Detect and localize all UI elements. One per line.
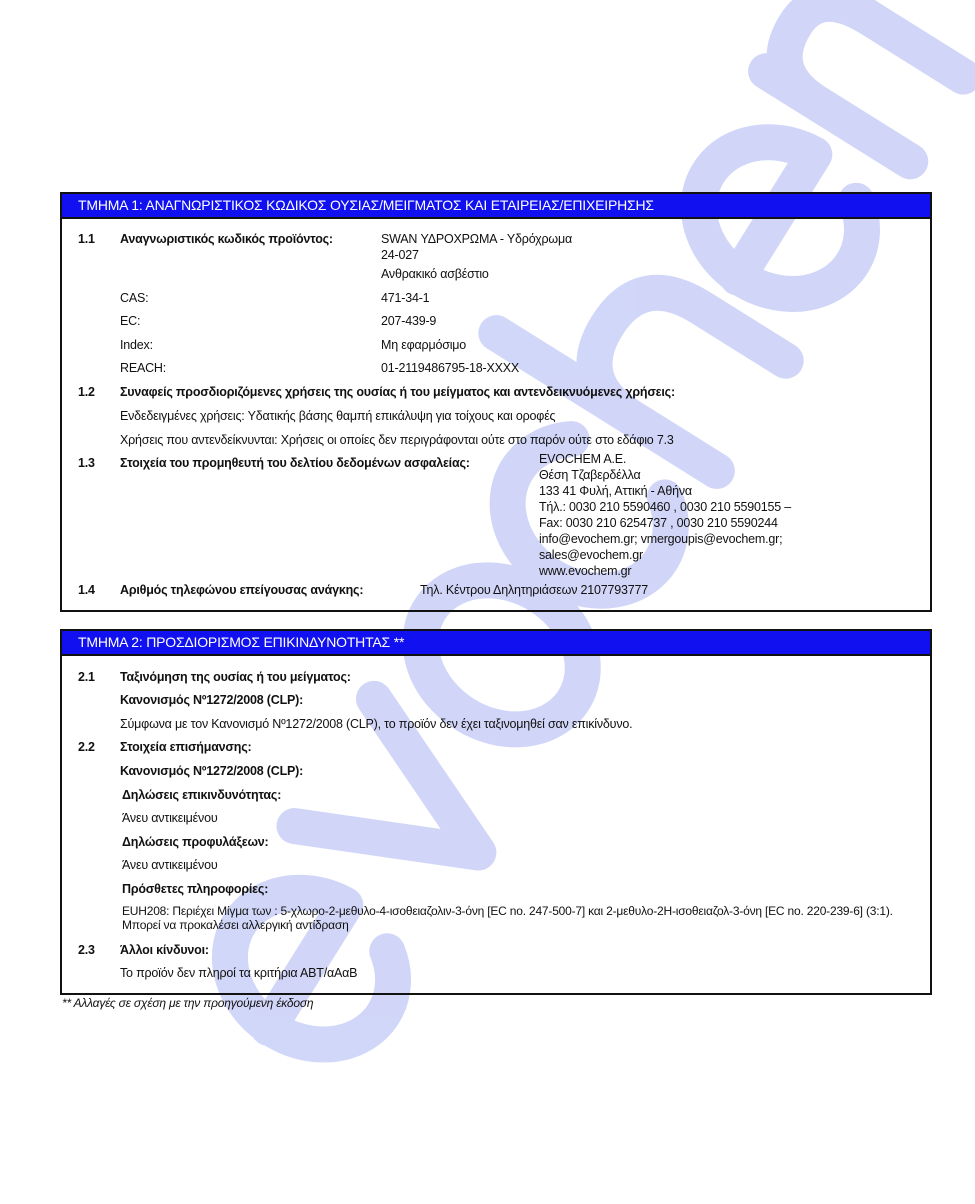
watermark-letter-m	[766, 0, 975, 161]
index-value: Μη εφαρμόσιμο	[381, 338, 467, 352]
other-hazards-label: Άλλοι κίνδυνοι:	[120, 943, 209, 957]
supplier-line: EVOCHEM A.E.	[539, 452, 627, 466]
additional-info-block	[122, 904, 912, 932]
hazard-statements-value: Άνευ αντικειμένου	[122, 811, 218, 825]
section-number: 1.2	[78, 385, 95, 399]
product-code: 24-027	[381, 248, 419, 262]
supplier-email: sales@evochem.gr	[539, 548, 643, 562]
section-1	[60, 192, 932, 612]
supplier-line: Θέση Τζαβερδέλλα	[539, 468, 641, 482]
product-name: SWAN ΥΔΡΟΧΡΩΜΑ - Υδρόχρωμα	[381, 232, 572, 246]
ec-value: 207-439-9	[381, 314, 437, 328]
contraindicated-uses: Χρήσεις που αντενδείκνυνται: Χρήσεις οι οποίες δεν περιγράφονται ούτε στο παρόν ούτε στο εδάφιο 7.3	[120, 433, 674, 447]
ec-label: EC:	[120, 314, 141, 328]
precautionary-statements-value: Άνευ αντικειμένου	[122, 858, 218, 872]
classification-text: Σύμφωνα με τον Κανονισμό Nº1272/2008 (CLP), το προϊόν δεν έχει ταξινομηθεί σαν επικίνδυνο.	[120, 717, 633, 731]
additional-info-label: Πρόσθετες πληροφορίες:	[122, 882, 269, 896]
classification-label: Ταξινόμηση της ουσίας ή του μείγματος:	[120, 670, 351, 684]
section-number: 1.4	[78, 583, 95, 597]
cas-value: 471-34-1	[381, 291, 430, 305]
regulation-label: Κανονισμός Nº1272/2008 (CLP):	[120, 693, 304, 707]
supplier-line: 133 41 Φυλή, Αττική - Αθήνα	[539, 484, 692, 498]
substance-name: Ανθρακικό ασβέστιο	[381, 267, 489, 281]
section-number: 1.3	[78, 456, 95, 470]
section-number: 2.1	[78, 670, 95, 684]
section-1-title: ΤΜΗΜΑ 1: ΑΝΑΓΝΩΡΙΣΤΙΚΟΣ ΚΩΔΙΚΟΣ ΟΥΣΙΑΣ/ΜΕΙΓΜΑΤΟΣ ΚΑΙ ΕΤΑΙΡΕΙΑΣ/ΕΠΙΧΕΙΡΗΣΗΣ	[62, 194, 930, 219]
index-label: Index:	[120, 338, 153, 352]
supplier-email: info@evochem.gr; vmergoupis@evochem.gr;	[539, 532, 783, 546]
supplier-phone: Τήλ.: 0030 210 5590460 , 0030 210 5590155 –	[539, 500, 792, 514]
hazard-statements-label: Δηλώσεις επικινδυνότητας:	[122, 788, 282, 802]
uses-label: Συναφείς προσδιοριζόμενες χρήσεις της ουσίας ή του μείγματος και αντενδεικνυόμενες χρήσεις:	[120, 385, 675, 399]
product-identifier-label: Αναγνωριστικός κωδικός προϊόντος:	[120, 232, 333, 246]
section-number: 2.3	[78, 943, 95, 957]
reach-value: 01-2119486795-18-XXXX	[381, 361, 520, 375]
additional-info-text: 220-239-6] (3:1). Μπορεί να προκαλέσει αλλεργική αντίδραση	[122, 904, 893, 932]
label-elements-label: Στοιχεία επισήμανσης:	[120, 740, 252, 754]
other-hazards-text: Το προϊόν δεν πληροί τα κριτήρια ΑΒΤ/αΑαΒ	[120, 966, 358, 980]
reach-label: REACH:	[120, 361, 167, 375]
supplier-label: Στοιχεία του προμηθευτή του δελτίου δεδομένων ασφαλείας:	[120, 456, 470, 470]
section-2-title: ΤΜΗΜΑ 2: ΠΡΟΣΔΙΟΡΙΣΜΟΣ ΕΠΙΚΙΝΔΥΝΟΤΗΤΑΣ **	[62, 631, 930, 656]
emergency-phone-label: Αριθμός τηλεφώνου επείγουσας ανάγκης:	[120, 583, 364, 597]
identified-uses: Ενδεδειγμένες χρήσεις: Υδατικής βάσης θαμπή επικάλυψη για τοίχους και οροφές	[120, 409, 556, 423]
section-number: 1.1	[78, 232, 95, 246]
cas-label: CAS:	[120, 291, 149, 305]
section-number: 2.2	[78, 740, 95, 754]
additional-info-text: EUH208: Περιέχει Μίγμα των : 5-χλωρο-2-μεθυλο-4-ισοθειαζολιν-3-όνη [EC no. 247-500-7] και 2-μεθυλο-2Η-ισοθειαζολ-3-όνη [EC no.	[122, 904, 804, 918]
supplier-website: www.evochem.gr	[539, 564, 632, 578]
footnote: ** Αλλαγές σε σχέση με την προηγούμενη έκδοση	[62, 996, 314, 1010]
emergency-phone-value: Τηλ. Κέντρου Δηλητηριάσεων 2107793777	[420, 583, 649, 597]
precautionary-statements-label: Δηλώσεις προφυλάξεων:	[122, 835, 269, 849]
supplier-fax: Fax: 0030 210 6254737 , 0030 210 5590244	[539, 516, 778, 530]
regulation-label: Κανονισμός Nº1272/2008 (CLP):	[120, 764, 304, 778]
